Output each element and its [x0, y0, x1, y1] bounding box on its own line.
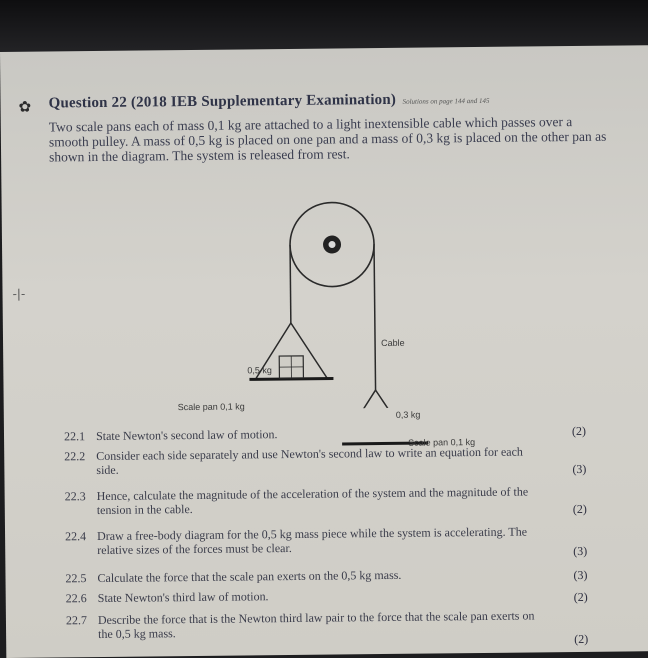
pulley-diagram — [162, 197, 514, 411]
sub-question-22-2: 22.2 Consider each side separately and use Newton's second law to write an equation for each side. (3) — [64, 444, 604, 450]
left-mass-label: 0,5 kg — [247, 365, 272, 376]
mark-allocation: (3) — [572, 461, 587, 477]
mark-allocation: (3) — [573, 567, 588, 583]
sub-question-22-7: 22.7 Describe the force that is the Newton third law pair to the force that the scale pan exerts on the 0,5 kg mass. (2) — [66, 608, 606, 614]
left-cable — [290, 245, 291, 323]
mark-allocation: (2) — [572, 501, 587, 517]
solutions-note: Solutions on page 144 and 145 — [402, 96, 490, 106]
mark-allocation: (2) — [573, 589, 588, 605]
right-scale-pan — [342, 390, 411, 411]
cable-label: Cable — [381, 337, 405, 349]
flower-bullet-icon: ✿ — [18, 99, 32, 116]
question-title: Question 22 (2018 IEB Supplementary Examination) — [48, 91, 397, 112]
mark-allocation: (3) — [573, 543, 588, 559]
sub-question-22-6: 22.6 State Newton's third law of motion. (2) — [66, 586, 606, 592]
sub-question-22-4: 22.4 Draw a free-body diagram for the 0,5 kg mass piece while the system is accelerating. The relative sizes of the forces must be clear. (3) — [65, 524, 605, 530]
sub-question-22-1: 22.1 State Newton's second law of motion. (2) — [64, 424, 604, 430]
right-mass-label: 0,3 kg — [395, 409, 421, 420]
right-cable — [374, 244, 376, 390]
left-pan-label: Scale pan 0,1 kg — [177, 401, 245, 413]
margin-mark: -|- — [12, 286, 26, 301]
sub-question-22-5: 22.5 Calculate the force that the scale pan exerts on the 0,5 kg mass. (3) — [65, 566, 605, 572]
left-pan-base — [249, 379, 333, 380]
mark-allocation: (2) — [574, 631, 589, 647]
exam-page — [0, 45, 648, 658]
sub-question-22-3: 22.3 Hence, calculate the magnitude of the acceleration of the system and the magnitude of the tension in the cable. (2) — [65, 484, 605, 490]
question-intro: Two scale pans each of mass 0,1 kg are attached to a light inextensible cable which passes over a smooth pulley. A mass of 0,5 kg is placed on one pan and a mass of 0,3 kg is placed on the other pan as shown in the diagram. The system is released from rest. — [48, 114, 607, 165]
right-pan-label: Scale pan 0,1 kg — [408, 437, 476, 448]
mark-allocation: (2) — [571, 423, 587, 439]
pulley-system-svg — [162, 197, 514, 411]
